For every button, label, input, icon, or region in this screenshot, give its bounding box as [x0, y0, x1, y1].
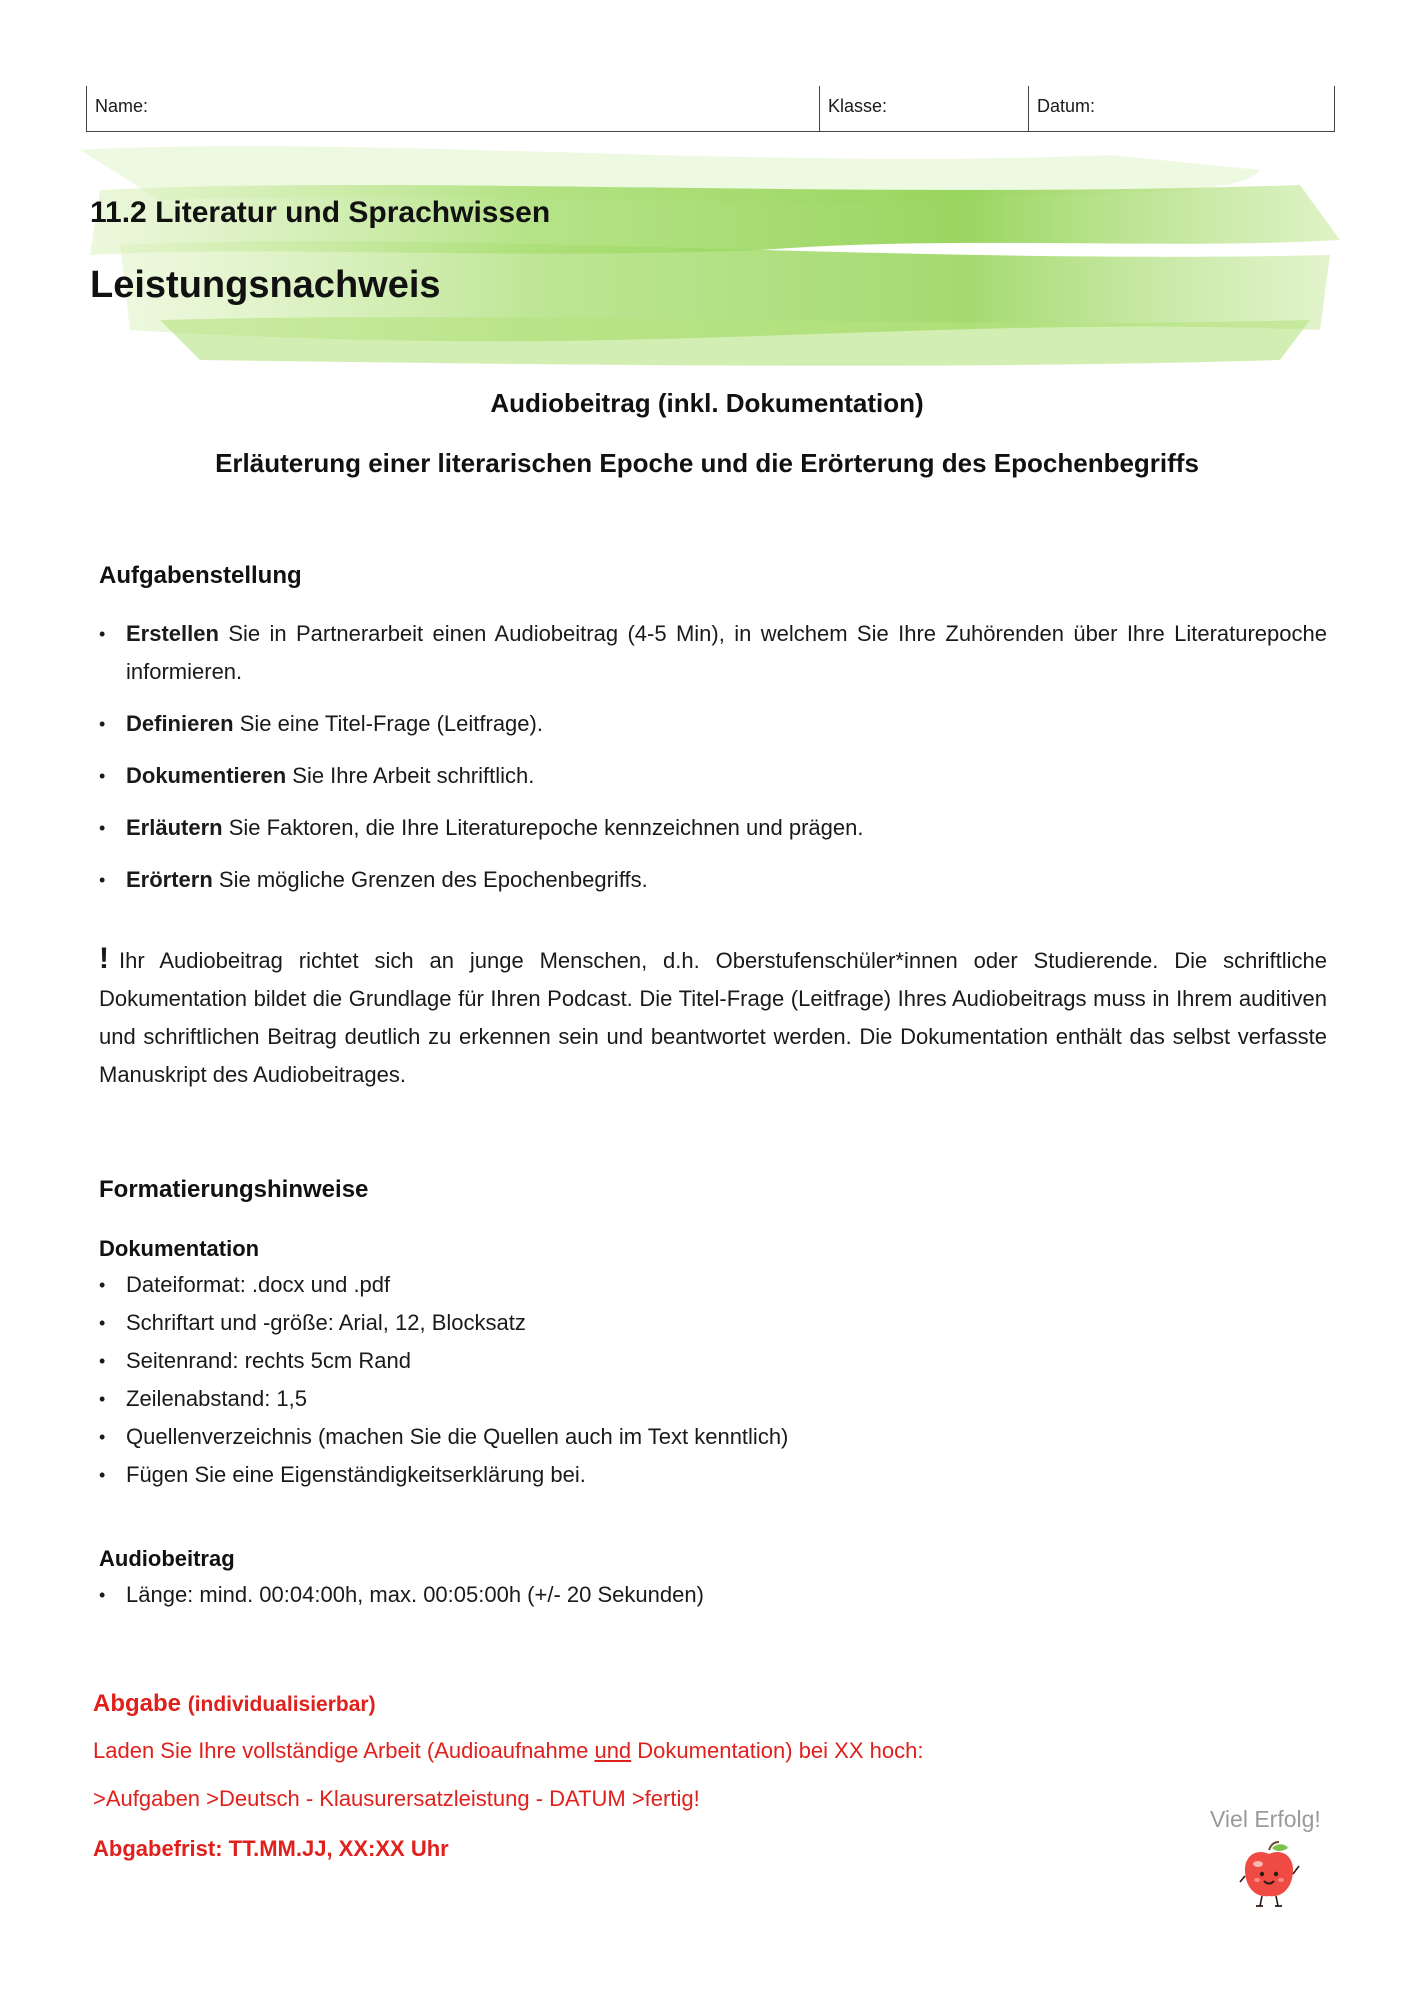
task-text: Sie eine Titel-Frage (Leitfrage).: [233, 711, 543, 736]
audio-heading: Audiobeitrag: [99, 1546, 235, 1571]
note-paragraph: [99, 940, 1327, 1094]
submission-text-part: Laden Sie Ihre vollständige Arbeit (Audioaufnahme: [93, 1738, 595, 1763]
task-text: Sie Faktoren, die Ihre Literaturepoche kennzeichnen und prägen.: [222, 815, 864, 840]
page-title: Leistungsnachweis: [90, 264, 441, 306]
date-label: Datum:: [1037, 96, 1096, 116]
format-heading: Formatierungshinweise: [99, 1176, 369, 1203]
list-item: • Dateiformat: .docx und .pdf: [99, 1266, 1327, 1304]
list-item: • Zeilenabstand: 1,5: [99, 1380, 1327, 1418]
course-title: 11.2 Literatur und Sprachwissen: [90, 196, 551, 229]
name-field: [87, 86, 820, 131]
submission-deadline: Abgabefrist: TT.MM.JJ, XX:XX Uhr: [93, 1836, 449, 1861]
list-item: [99, 705, 1327, 743]
audio-list: [99, 1576, 1327, 1614]
class-field: [820, 86, 1029, 131]
task-verb: Erläutern: [126, 815, 223, 840]
list-item: • Fügen Sie eine Eigenständigkeitserklärung bei.: [99, 1456, 1327, 1494]
submission-heading: [93, 1690, 376, 1718]
documentation-heading: Dokumentation: [99, 1236, 260, 1261]
assignment-subtitle: Audiobeitrag (inkl. Dokumentation): [490, 388, 924, 418]
task-list: [99, 615, 1327, 913]
assignment-topic: Erläuterung einer literarischen Epoche und die Erörterung des Epochenbegriffs: [215, 448, 1199, 478]
note-text: Ihr Audiobeitrag richtet sich an junge Menschen, d.h. Oberstufenschüler*innen oder Studierende. Die schriftliche Dokumentation bildet die Grundlage für Ihren Podcast. Die Titel-Frage (Leitfrage) Ihres Audiobeitrags muss in Ihrem auditiven und schriftlichen Beitrag deutlich zu erkennen sein und beantwortet werden. Die Dokumentation enthält das selbst verfasste Manuskript des Audiobeitrages.: [99, 948, 1327, 1087]
documentation-list: [99, 1266, 1327, 1494]
task-text: Sie mögliche Grenzen des Epochenbegriffs.: [212, 867, 648, 892]
closing-message: Viel Erfolg!: [1210, 1806, 1321, 1832]
list-item: [99, 757, 1327, 795]
task-verb: Dokumentieren: [126, 763, 287, 788]
submission-heading-label: Abgabe: [93, 1690, 182, 1717]
submission-heading-note: (individualisierbar): [187, 1693, 376, 1716]
list-item: • Länge: mind. 00:04:00h, max. 00:05:00h (+/- 20 Sekunden): [99, 1576, 1327, 1614]
task-text: Sie in Partnerarbeit einen Audiobeitrag (4-5 Min), in welchem Sie Ihre Zuhörenden über Ihre Literaturepoche informieren.: [126, 621, 1327, 684]
name-label: Name:: [95, 96, 149, 116]
apple-mascot-icon: [1236, 1840, 1302, 1910]
task-verb: Definieren: [126, 711, 234, 736]
submission-instruction: [93, 1738, 923, 1764]
exclamation-icon: !: [99, 942, 109, 975]
list-item: [99, 615, 1327, 691]
list-item: [99, 809, 1327, 847]
task-verb: Erörtern: [126, 867, 213, 892]
list-item: • Schriftart und -größe: Arial, 12, Blocksatz: [99, 1304, 1327, 1342]
submission-path: >Aufgaben >Deutsch - Klausurersatzleistung - DATUM >fertig!: [93, 1786, 700, 1811]
task-text: Sie Ihre Arbeit schriftlich.: [286, 763, 535, 788]
list-item: • Seitenrand: rechts 5cm Rand: [99, 1342, 1327, 1380]
submission-text-part: Dokumentation) bei XX hoch:: [631, 1738, 924, 1763]
list-item: • Quellenverzeichnis (machen Sie die Quellen auch im Text kenntlich): [99, 1418, 1327, 1456]
submission-text-underlined: und: [594, 1738, 632, 1763]
date-field: [1029, 86, 1334, 131]
class-label: Klasse:: [828, 96, 888, 116]
task-heading: Aufgabenstellung: [99, 562, 302, 589]
list-item: [99, 861, 1327, 899]
green-brush-decoration: [60, 130, 1350, 390]
header-table: [86, 86, 1335, 132]
task-verb: Erstellen: [126, 621, 219, 646]
